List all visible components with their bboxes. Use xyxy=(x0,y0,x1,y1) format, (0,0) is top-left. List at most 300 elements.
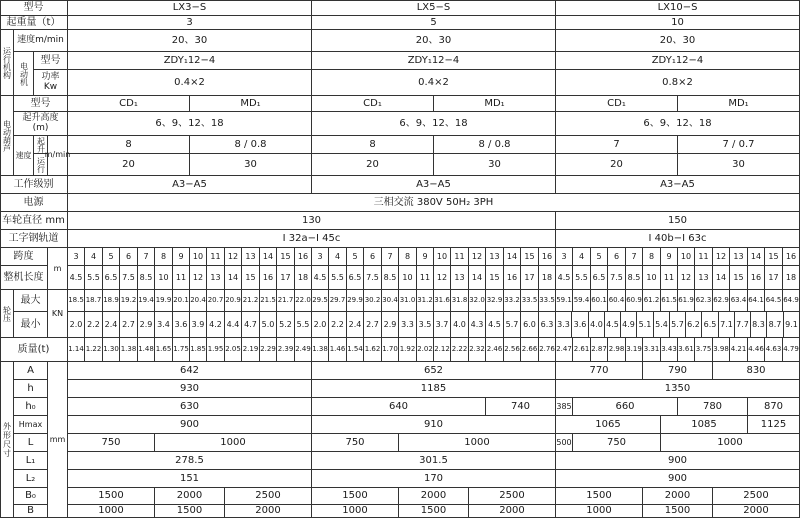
dim-value-a: 770 xyxy=(556,362,643,380)
duty-val: A3−A5 xyxy=(312,176,556,194)
pmin-value: 5.2 xyxy=(277,312,295,338)
hoist-lift-cd: 8 xyxy=(312,136,434,154)
pmax-value: 19.4 xyxy=(138,290,155,312)
length-value: 15 xyxy=(242,266,260,290)
dim-value-b0: 2500 xyxy=(225,488,312,505)
dim-value-a: 790 xyxy=(643,362,713,380)
dim-value-b: 1000 xyxy=(556,505,643,518)
pmin-value: 4.9 xyxy=(621,312,637,338)
mass-value: 2.02 xyxy=(417,338,434,362)
wheel-lx35: 130 xyxy=(68,212,556,230)
mass-value: 2.87 xyxy=(591,338,608,362)
power-label: 电源 xyxy=(0,194,68,212)
dim-value-hmax: 900 xyxy=(68,416,312,434)
span-value: 16 xyxy=(783,248,800,266)
length-value: 4.5 xyxy=(68,266,85,290)
length-value: 8.5 xyxy=(138,266,155,290)
pmin-value: 3.9 xyxy=(190,312,207,338)
mass-value: 3.75 xyxy=(695,338,713,362)
dim-label-l: L xyxy=(14,434,48,452)
length-value: 14 xyxy=(225,266,242,290)
pmax-value: 63.4 xyxy=(730,290,748,312)
pmin-value: 2.0 xyxy=(312,312,329,338)
pmax-value: 20.9 xyxy=(225,290,242,312)
length-value: 12 xyxy=(434,266,451,290)
pmin-value: 4.5 xyxy=(605,312,621,338)
mass-value: 2.29 xyxy=(260,338,277,362)
span-value: 8 xyxy=(643,248,661,266)
length-value: 16 xyxy=(504,266,521,290)
dim-value-l1: 900 xyxy=(556,452,800,470)
dim-value-h0: 740 xyxy=(486,398,556,416)
header-lx10: LX10−S xyxy=(556,0,800,16)
mass-value: 3.61 xyxy=(678,338,695,362)
span-value: 11 xyxy=(695,248,713,266)
dim-value-b: 2000 xyxy=(469,505,556,518)
duty-val: A3−A5 xyxy=(556,176,800,194)
pmax-value: 64.9 xyxy=(783,290,800,312)
pmax-value: 62.3 xyxy=(695,290,713,312)
pmax-value: 33.5 xyxy=(539,290,556,312)
length-value: 11 xyxy=(173,266,190,290)
span-value: 5 xyxy=(591,248,608,266)
dim-value-l2: 151 xyxy=(68,470,312,488)
pmin-value: 3.4 xyxy=(155,312,173,338)
span-value: 5 xyxy=(103,248,120,266)
pmax-value: 31.8 xyxy=(451,290,469,312)
travel-speed-val: 20、30 xyxy=(68,30,312,52)
hoist-height-val: 6、9、12、18 xyxy=(312,112,556,136)
span-value: 9 xyxy=(173,248,190,266)
span-value: 7 xyxy=(626,248,643,266)
pmin-value: 5.0 xyxy=(260,312,277,338)
load-label: 起重量（t） xyxy=(0,16,68,30)
length-value: 18 xyxy=(295,266,312,290)
pmin-value: 4.0 xyxy=(589,312,605,338)
span-value: 16 xyxy=(295,248,312,266)
mass-value: 1.75 xyxy=(173,338,190,362)
pmax-value: 33.5 xyxy=(521,290,539,312)
length-value: 10 xyxy=(399,266,417,290)
pmin-value: 8.3 xyxy=(751,312,767,338)
pmin-value: 2.9 xyxy=(382,312,399,338)
pmax-value: 29.5 xyxy=(312,290,329,312)
hoist-run-label: 运行 xyxy=(34,154,48,176)
duty-val: A3−A5 xyxy=(68,176,312,194)
motor-model-val: ZDY₁12−4 xyxy=(68,52,312,70)
motor-power-lx10: 0.8×2 xyxy=(556,70,800,96)
span-value: 7 xyxy=(382,248,399,266)
hoist-model-label: 型号 xyxy=(14,96,68,112)
mass-value: 1.38 xyxy=(312,338,329,362)
wheel-lx10: 150 xyxy=(556,212,800,230)
mass-value: 1.30 xyxy=(103,338,120,362)
travel-speed-val: 20、30 xyxy=(556,30,800,52)
span-value: 8 xyxy=(155,248,173,266)
span-value: 6 xyxy=(364,248,382,266)
mass-value: 2.05 xyxy=(225,338,242,362)
pmin-value: 2.2 xyxy=(85,312,103,338)
rail-lx35: I 32a−I 45c xyxy=(68,230,556,248)
span-value: 3 xyxy=(312,248,329,266)
pmax-label: 最大 xyxy=(14,290,48,312)
span-value: 16 xyxy=(539,248,556,266)
hoist-height-val: 6、9、12、18 xyxy=(68,112,312,136)
pmin-value: 3.6 xyxy=(572,312,589,338)
travel-motor-group: 电动机 xyxy=(14,52,34,96)
length-value: 11 xyxy=(417,266,434,290)
dim-value-a: 642 xyxy=(68,362,312,380)
length-value: 17 xyxy=(521,266,539,290)
length-value: 6.5 xyxy=(591,266,608,290)
wheel-pressure-group: 轮压 xyxy=(0,290,14,338)
pmin-value: 4.2 xyxy=(207,312,225,338)
dim-value-hmax: 910 xyxy=(312,416,556,434)
rail-lx10: I 40b−I 63c xyxy=(556,230,800,248)
mass-value: 1.14 xyxy=(68,338,85,362)
pmin-value: 2.7 xyxy=(364,312,382,338)
pmin-value: 5.1 xyxy=(637,312,654,338)
motor-power-lx3: 0.4×2 xyxy=(68,70,312,96)
hoist-model-md: MD₁ xyxy=(190,96,312,112)
span-value: 15 xyxy=(521,248,539,266)
length-value: 18 xyxy=(539,266,556,290)
hoist-run-md: 30 xyxy=(190,154,312,176)
mass-value: 1.85 xyxy=(190,338,207,362)
mass-value: 2.46 xyxy=(486,338,504,362)
dim-value-b0: 2000 xyxy=(399,488,469,505)
dim-value-l: 1000 xyxy=(155,434,312,452)
hoist-run-cd: 20 xyxy=(556,154,678,176)
dim-value-b0: 1500 xyxy=(68,488,155,505)
pmax-value: 61.2 xyxy=(643,290,661,312)
pmin-value: 3.6 xyxy=(173,312,190,338)
pmin-value: 2.0 xyxy=(68,312,85,338)
dim-value-h0: 630 xyxy=(68,398,312,416)
hoist-model-md: MD₁ xyxy=(678,96,800,112)
hoist-lift-label: 起升 xyxy=(34,136,48,154)
pmin-value: 5.4 xyxy=(654,312,670,338)
length-value: 16 xyxy=(260,266,277,290)
span-value: 12 xyxy=(713,248,730,266)
pmax-value: 31.6 xyxy=(434,290,451,312)
length-value: 17 xyxy=(277,266,295,290)
dim-value-l: 1000 xyxy=(399,434,556,452)
mass-value: 1.65 xyxy=(155,338,173,362)
dim-value-h: 1350 xyxy=(556,380,800,398)
pmin-value: 5.7 xyxy=(504,312,521,338)
load-lx3: 3 xyxy=(68,16,312,30)
hoist-run-md: 30 xyxy=(434,154,556,176)
length-label: 整机长度 xyxy=(0,266,48,290)
length-value: 13 xyxy=(695,266,713,290)
hoist-lift-cd: 8 xyxy=(68,136,190,154)
pmin-value: 2.9 xyxy=(138,312,155,338)
dim-value-hmax: 1125 xyxy=(748,416,800,434)
pmin-value: 3.3 xyxy=(399,312,417,338)
mass-value: 3.98 xyxy=(713,338,730,362)
hoist-speed-unit: m/min xyxy=(48,136,68,176)
mass-value: 1.62 xyxy=(364,338,382,362)
dim-value-b: 1500 xyxy=(643,505,713,518)
span-value: 8 xyxy=(399,248,417,266)
header-lx3: LX3−S xyxy=(68,0,312,16)
rail-label: 工字钢轨道 xyxy=(0,230,68,248)
mass-value: 1.46 xyxy=(329,338,347,362)
dim-value-h0: 870 xyxy=(748,398,800,416)
motor-power-lx5: 0.4×2 xyxy=(312,70,556,96)
span-value: 14 xyxy=(748,248,765,266)
load-lx5: 5 xyxy=(312,16,556,30)
motor-model-label: 型号 xyxy=(34,52,68,70)
mass-value: 4.79 xyxy=(783,338,800,362)
dim-value-l: 750 xyxy=(312,434,399,452)
duty-label: 工作级别 xyxy=(0,176,68,194)
mass-label: 质量(t) xyxy=(0,338,68,362)
motor-model-val: ZDY₁12−4 xyxy=(556,52,800,70)
pmax-value: 59.1 xyxy=(556,290,573,312)
load-lx10: 10 xyxy=(556,16,800,30)
length-value: 13 xyxy=(207,266,225,290)
hoist-lift-md: 8 / 0.8 xyxy=(434,136,556,154)
motor-model-val: ZDY₁12−4 xyxy=(312,52,556,70)
dim-value-hmax: 1065 xyxy=(556,416,661,434)
dim-value-b0: 2000 xyxy=(155,488,225,505)
span-value: 11 xyxy=(451,248,469,266)
span-value: 9 xyxy=(661,248,678,266)
dim-value-l: 500 xyxy=(556,434,573,452)
pmax-value: 19.2 xyxy=(120,290,138,312)
mass-value: 2.12 xyxy=(434,338,451,362)
pmax-value: 19.9 xyxy=(155,290,173,312)
hoist-model-md: MD₁ xyxy=(434,96,556,112)
hoist-model-cd: CD₁ xyxy=(68,96,190,112)
pmin-value: 4.5 xyxy=(486,312,504,338)
pmax-value: 32.0 xyxy=(469,290,486,312)
length-value: 5.5 xyxy=(573,266,591,290)
dim-value-l: 750 xyxy=(573,434,661,452)
length-value: 16 xyxy=(748,266,765,290)
pmin-value: 6.0 xyxy=(521,312,539,338)
length-value: 10 xyxy=(155,266,173,290)
pmax-value: 33.2 xyxy=(504,290,521,312)
pmin-value: 4.4 xyxy=(225,312,242,338)
pmin-value: 9.1 xyxy=(784,312,800,338)
span-value: 13 xyxy=(242,248,260,266)
header-model-label: 型号 xyxy=(0,0,68,16)
header-lx5: LX5−S xyxy=(312,0,556,16)
span-value: 11 xyxy=(207,248,225,266)
dim-value-h: 1185 xyxy=(312,380,556,398)
length-value: 17 xyxy=(765,266,783,290)
length-value: 15 xyxy=(486,266,504,290)
length-value: 14 xyxy=(469,266,486,290)
mass-value: 1.48 xyxy=(138,338,155,362)
pmin-value: 3.3 xyxy=(556,312,572,338)
span-value: 12 xyxy=(225,248,242,266)
pmin-value: 4.7 xyxy=(242,312,260,338)
mass-value: 4.46 xyxy=(748,338,765,362)
mass-value: 1.95 xyxy=(207,338,225,362)
pmax-value: 60.9 xyxy=(626,290,643,312)
dim-value-l1: 278.5 xyxy=(68,452,312,470)
pmin-value: 6.3 xyxy=(539,312,556,338)
mass-value: 3.19 xyxy=(626,338,643,362)
length-value: 10 xyxy=(643,266,661,290)
hoist-lift-md: 8 / 0.8 xyxy=(190,136,312,154)
dim-value-b: 2000 xyxy=(225,505,312,518)
pmin-value: 2.7 xyxy=(120,312,138,338)
dim-value-b0: 1500 xyxy=(312,488,399,505)
pmax-value: 30.2 xyxy=(364,290,382,312)
pmax-value: 18.7 xyxy=(85,290,103,312)
pmin-value: 2.4 xyxy=(347,312,364,338)
hoist-group: 电动葫芦 xyxy=(0,96,14,176)
dim-value-h0: 780 xyxy=(678,398,748,416)
dim-value-l1: 301.5 xyxy=(312,452,556,470)
pmin-value: 5.7 xyxy=(670,312,686,338)
pmax-value: 59.4 xyxy=(573,290,591,312)
pmin-value: 7.7 xyxy=(735,312,751,338)
pmax-value: 29.9 xyxy=(347,290,364,312)
mass-value: 2.66 xyxy=(521,338,539,362)
pmax-value: 60.1 xyxy=(591,290,608,312)
length-value: 14 xyxy=(713,266,730,290)
hoist-height-label: 起升高度(m) xyxy=(14,112,68,136)
span-value: 14 xyxy=(260,248,277,266)
dim-value-l: 750 xyxy=(68,434,155,452)
dim-value-b0: 2500 xyxy=(713,488,800,505)
pmax-value: 22.0 xyxy=(295,290,312,312)
pmin-label: 最小 xyxy=(14,312,48,338)
span-value: 10 xyxy=(190,248,207,266)
pmax-value: 62.9 xyxy=(713,290,730,312)
mass-value: 2.98 xyxy=(608,338,626,362)
span-value: 9 xyxy=(417,248,434,266)
pmin-value: 4.3 xyxy=(469,312,486,338)
mass-value: 2.39 xyxy=(277,338,295,362)
pmax-value: 61.9 xyxy=(678,290,695,312)
length-value: 4.5 xyxy=(312,266,329,290)
length-value: 13 xyxy=(451,266,469,290)
length-value: 15 xyxy=(730,266,748,290)
travel-speed-val: 20、30 xyxy=(312,30,556,52)
pmax-value: 61.5 xyxy=(661,290,678,312)
dim-value-h0: 385 xyxy=(556,398,573,416)
dim-value-b: 2000 xyxy=(713,505,800,518)
length-value: 7.5 xyxy=(364,266,382,290)
mass-value: 1.70 xyxy=(382,338,399,362)
mass-value: 2.47 xyxy=(556,338,573,362)
length-value: 11 xyxy=(661,266,678,290)
mass-value: 3.43 xyxy=(661,338,678,362)
span-value: 4 xyxy=(85,248,103,266)
span-value: 12 xyxy=(469,248,486,266)
pmax-value: 18.9 xyxy=(103,290,120,312)
dims-group: 外形尺寸 xyxy=(0,362,14,518)
dim-value-hmax: 1085 xyxy=(661,416,748,434)
span-label: 跨度 xyxy=(0,248,48,266)
dim-value-h0: 640 xyxy=(312,398,486,416)
wheel-pressure-unit: KN xyxy=(48,290,68,338)
pmax-value: 29.7 xyxy=(329,290,347,312)
hoist-model-cd: CD₁ xyxy=(556,96,678,112)
length-value: 7.5 xyxy=(120,266,138,290)
span-value: 3 xyxy=(68,248,85,266)
pmax-value: 64.1 xyxy=(748,290,765,312)
mass-value: 4.21 xyxy=(730,338,748,362)
dim-value-l: 1000 xyxy=(661,434,800,452)
pmax-value: 21.7 xyxy=(277,290,295,312)
span-value: 15 xyxy=(277,248,295,266)
hoist-model-cd: CD₁ xyxy=(312,96,434,112)
mass-value: 2.49 xyxy=(295,338,312,362)
pmin-value: 8.7 xyxy=(767,312,784,338)
dim-label-a: A xyxy=(14,362,48,380)
pmin-value: 4.0 xyxy=(451,312,469,338)
length-value: 8.5 xyxy=(382,266,399,290)
dim-label-hmax: Hmax xyxy=(14,416,48,434)
mass-value: 1.54 xyxy=(347,338,364,362)
pmin-value: 3.7 xyxy=(434,312,451,338)
mass-value: 2.61 xyxy=(573,338,591,362)
length-value: 18 xyxy=(783,266,800,290)
length-value: 4.5 xyxy=(556,266,573,290)
span-value: 13 xyxy=(486,248,504,266)
pmin-value: 5.5 xyxy=(295,312,312,338)
length-value: 12 xyxy=(190,266,207,290)
span-value: 10 xyxy=(434,248,451,266)
pmin-value: 2.2 xyxy=(329,312,347,338)
pmax-value: 30.4 xyxy=(382,290,399,312)
hoist-lift-cd: 7 xyxy=(556,136,678,154)
pmax-value: 31.0 xyxy=(399,290,417,312)
pmax-value: 31.2 xyxy=(417,290,434,312)
length-value: 7.5 xyxy=(608,266,626,290)
dim-value-b: 1000 xyxy=(312,505,399,518)
travel-speed-label: 速度m/min xyxy=(14,30,68,52)
length-value: 8.5 xyxy=(626,266,643,290)
mass-value: 4.63 xyxy=(765,338,783,362)
span-value: 13 xyxy=(730,248,748,266)
length-value: 6.5 xyxy=(347,266,364,290)
pmax-value: 20.1 xyxy=(173,290,190,312)
mass-value: 1.38 xyxy=(120,338,138,362)
mass-value: 2.19 xyxy=(242,338,260,362)
pmax-value: 21.5 xyxy=(260,290,277,312)
span-value: 15 xyxy=(765,248,783,266)
pmax-value: 64.5 xyxy=(765,290,783,312)
dim-label-l2: L₂ xyxy=(14,470,48,488)
length-value: 5.5 xyxy=(329,266,347,290)
span-value: 10 xyxy=(678,248,695,266)
wheel-label: 车轮直径 mm xyxy=(0,212,68,230)
pmin-value: 6.5 xyxy=(702,312,719,338)
dim-value-a: 830 xyxy=(713,362,800,380)
pmax-value: 20.4 xyxy=(190,290,207,312)
hoist-run-md: 30 xyxy=(678,154,800,176)
pmax-value: 20.7 xyxy=(207,290,225,312)
dim-value-b0: 2500 xyxy=(469,488,556,505)
mass-value: 1.22 xyxy=(85,338,103,362)
dims-unit: mm xyxy=(48,362,68,518)
pmin-value: 7.1 xyxy=(719,312,735,338)
span-value: 14 xyxy=(504,248,521,266)
mass-value: 3.31 xyxy=(643,338,661,362)
power-val: 三相交流 380V 50H₂ 3PH xyxy=(68,194,800,212)
dim-value-h: 930 xyxy=(68,380,312,398)
mass-value: 2.76 xyxy=(539,338,556,362)
